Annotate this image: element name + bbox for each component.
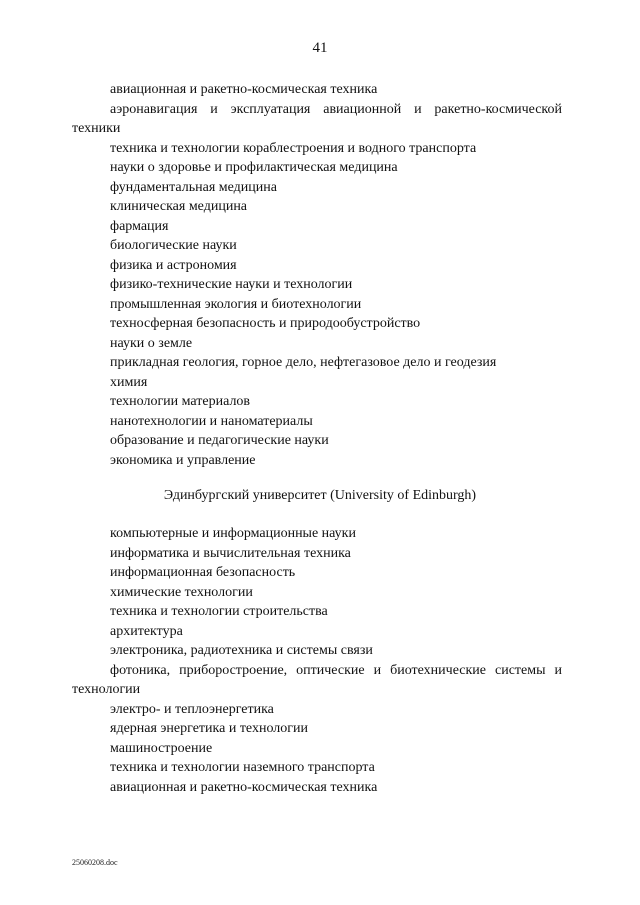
list-item: техносферная безопасность и природообустройство [110, 316, 421, 331]
list-item: прикладная геология, горное дело, нефтегазовое дело и геодезия [110, 355, 497, 370]
specialties-list-bottom [72, 524, 562, 797]
list-item: техника и технологии наземного транспорта [110, 760, 375, 775]
list-item: технологии материалов [110, 394, 251, 409]
list-item: авиационная и ракетно-космическая техника [110, 82, 378, 97]
list-item: информатика и вычислительная техника [110, 545, 351, 561]
list-item: аэронавигация и эксплуатация авиационной и ракетно-космической техники [72, 101, 562, 136]
list-item: химия [110, 374, 148, 390]
list-item: ядерная энергетика и технологии [110, 721, 308, 736]
list-item: химические технологии [110, 584, 253, 600]
list-item: промышленная экология и биотехнологии [110, 296, 362, 312]
list-item: техника и технологии строительства [110, 604, 328, 619]
list-item: техника и технологии кораблестроения и водного транспорта [110, 140, 477, 156]
specialties-list-top [72, 80, 562, 470]
list-item: клиническая медицина [110, 199, 248, 214]
document-footer: 25060208.doc [72, 858, 118, 867]
list-item: компьютерные и информационные науки [110, 526, 356, 541]
list-item: информационная безопасность [110, 565, 296, 580]
list-item: нанотехнологии и наноматериалы [110, 413, 313, 429]
list-item: науки о здоровье и профилактическая медицина [110, 160, 398, 175]
list-item: физико-технические науки и технологии [110, 277, 353, 292]
list-item: машиностроение [110, 740, 213, 756]
list-item: образование и педагогические науки [110, 433, 329, 448]
list-item: науки о земле [110, 335, 193, 351]
list-item: фотоника, приборостроение, оптические и биотехнические системы и технологии [72, 662, 562, 697]
page-number: 41 [312, 40, 328, 56]
list-item: фундаментальная медицина [110, 179, 277, 195]
list-item: архитектура [110, 623, 183, 639]
list-item: электро- и теплоэнергетика [110, 701, 274, 717]
list-item: биологические науки [110, 238, 237, 253]
list-item: авиационная и ракетно-космическая техника [110, 779, 378, 795]
university-heading: Эдинбургский университет (University of Edinburgh) [163, 488, 477, 503]
list-item: физика и астрономия [110, 257, 237, 273]
list-item: экономика и управление [110, 452, 256, 468]
list-item: фармация [110, 218, 169, 234]
list-item: электроника, радиотехника и системы связи [110, 643, 373, 658]
